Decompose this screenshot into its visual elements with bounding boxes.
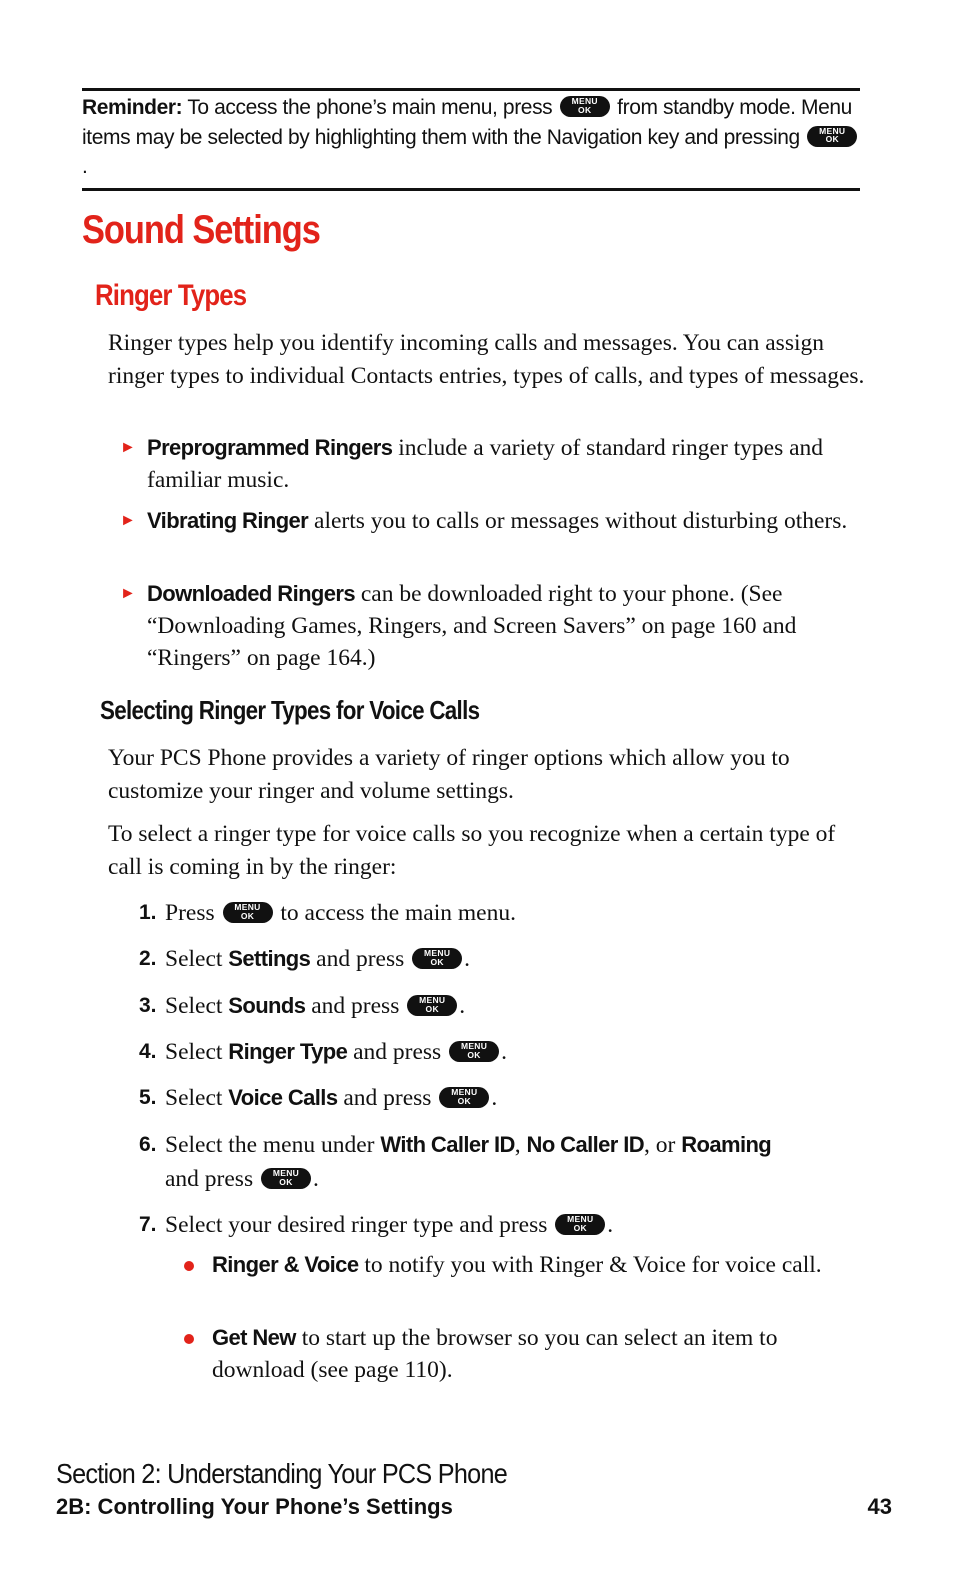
footer-section: Section 2: Understanding Your PCS Phone [56, 1458, 508, 1489]
menu-ok-key-icon: MENU OK [261, 1168, 311, 1189]
reminder-text-2: from standby mode. Menu items may be selected by highlighting them with the Navigation key and pressing [82, 96, 852, 149]
intro-paragraph: Ringer types help you identify incoming calls and messages. You can assign ringer types to individual Contacts entries, types of calls, and types of messages. [108, 330, 865, 389]
menu-ok-key-icon: MENU OK [807, 126, 857, 147]
menu-ok-key-icon: MENU OK [412, 948, 462, 969]
page-title: Sound Settings [82, 208, 320, 252]
menu-ok-key-icon: MENU OK [439, 1087, 489, 1108]
arrow-bullet-icon: ► [120, 439, 136, 456]
arrow-bullet-icon: ► [120, 585, 136, 602]
section-subtitle: Ringer Types [95, 279, 247, 312]
reminder-label: Reminder: [82, 96, 183, 119]
paragraph: Your PCS Phone provides a variety of ringer options which allow you to customize your ringer and volume settings. [108, 745, 790, 804]
section-heading: Selecting Ringer Types for Voice Calls [100, 695, 480, 725]
menu-ok-key-icon: MENU OK [449, 1041, 499, 1062]
reminder-box: Reminder: To access the phone’s main menu, press MENU OK from standby mode. Menu items may be selected by highlighting them with the Navigation key and pressing MENU OK . [82, 88, 860, 191]
dot-bullet-icon [184, 1334, 194, 1344]
footer-chapter: 2B: Controlling Your Phone’s Settings [56, 1494, 453, 1519]
arrow-bullet-icon: ► [120, 512, 136, 529]
menu-ok-key-icon: MENU OK [407, 995, 457, 1016]
paragraph: To select a ringer type for voice calls so you recognize when a certain type of call is coming in by the ringer: [108, 821, 836, 880]
menu-ok-key-icon: MENU OK [223, 902, 273, 923]
dot-bullet-icon [184, 1261, 194, 1271]
reminder-text-1: To access the phone’s main menu, press [187, 96, 553, 119]
menu-ok-key-icon: MENU OK [555, 1214, 605, 1235]
menu-ok-key-icon: MENU OK [560, 96, 610, 117]
page-number: 43 [867, 1494, 892, 1519]
